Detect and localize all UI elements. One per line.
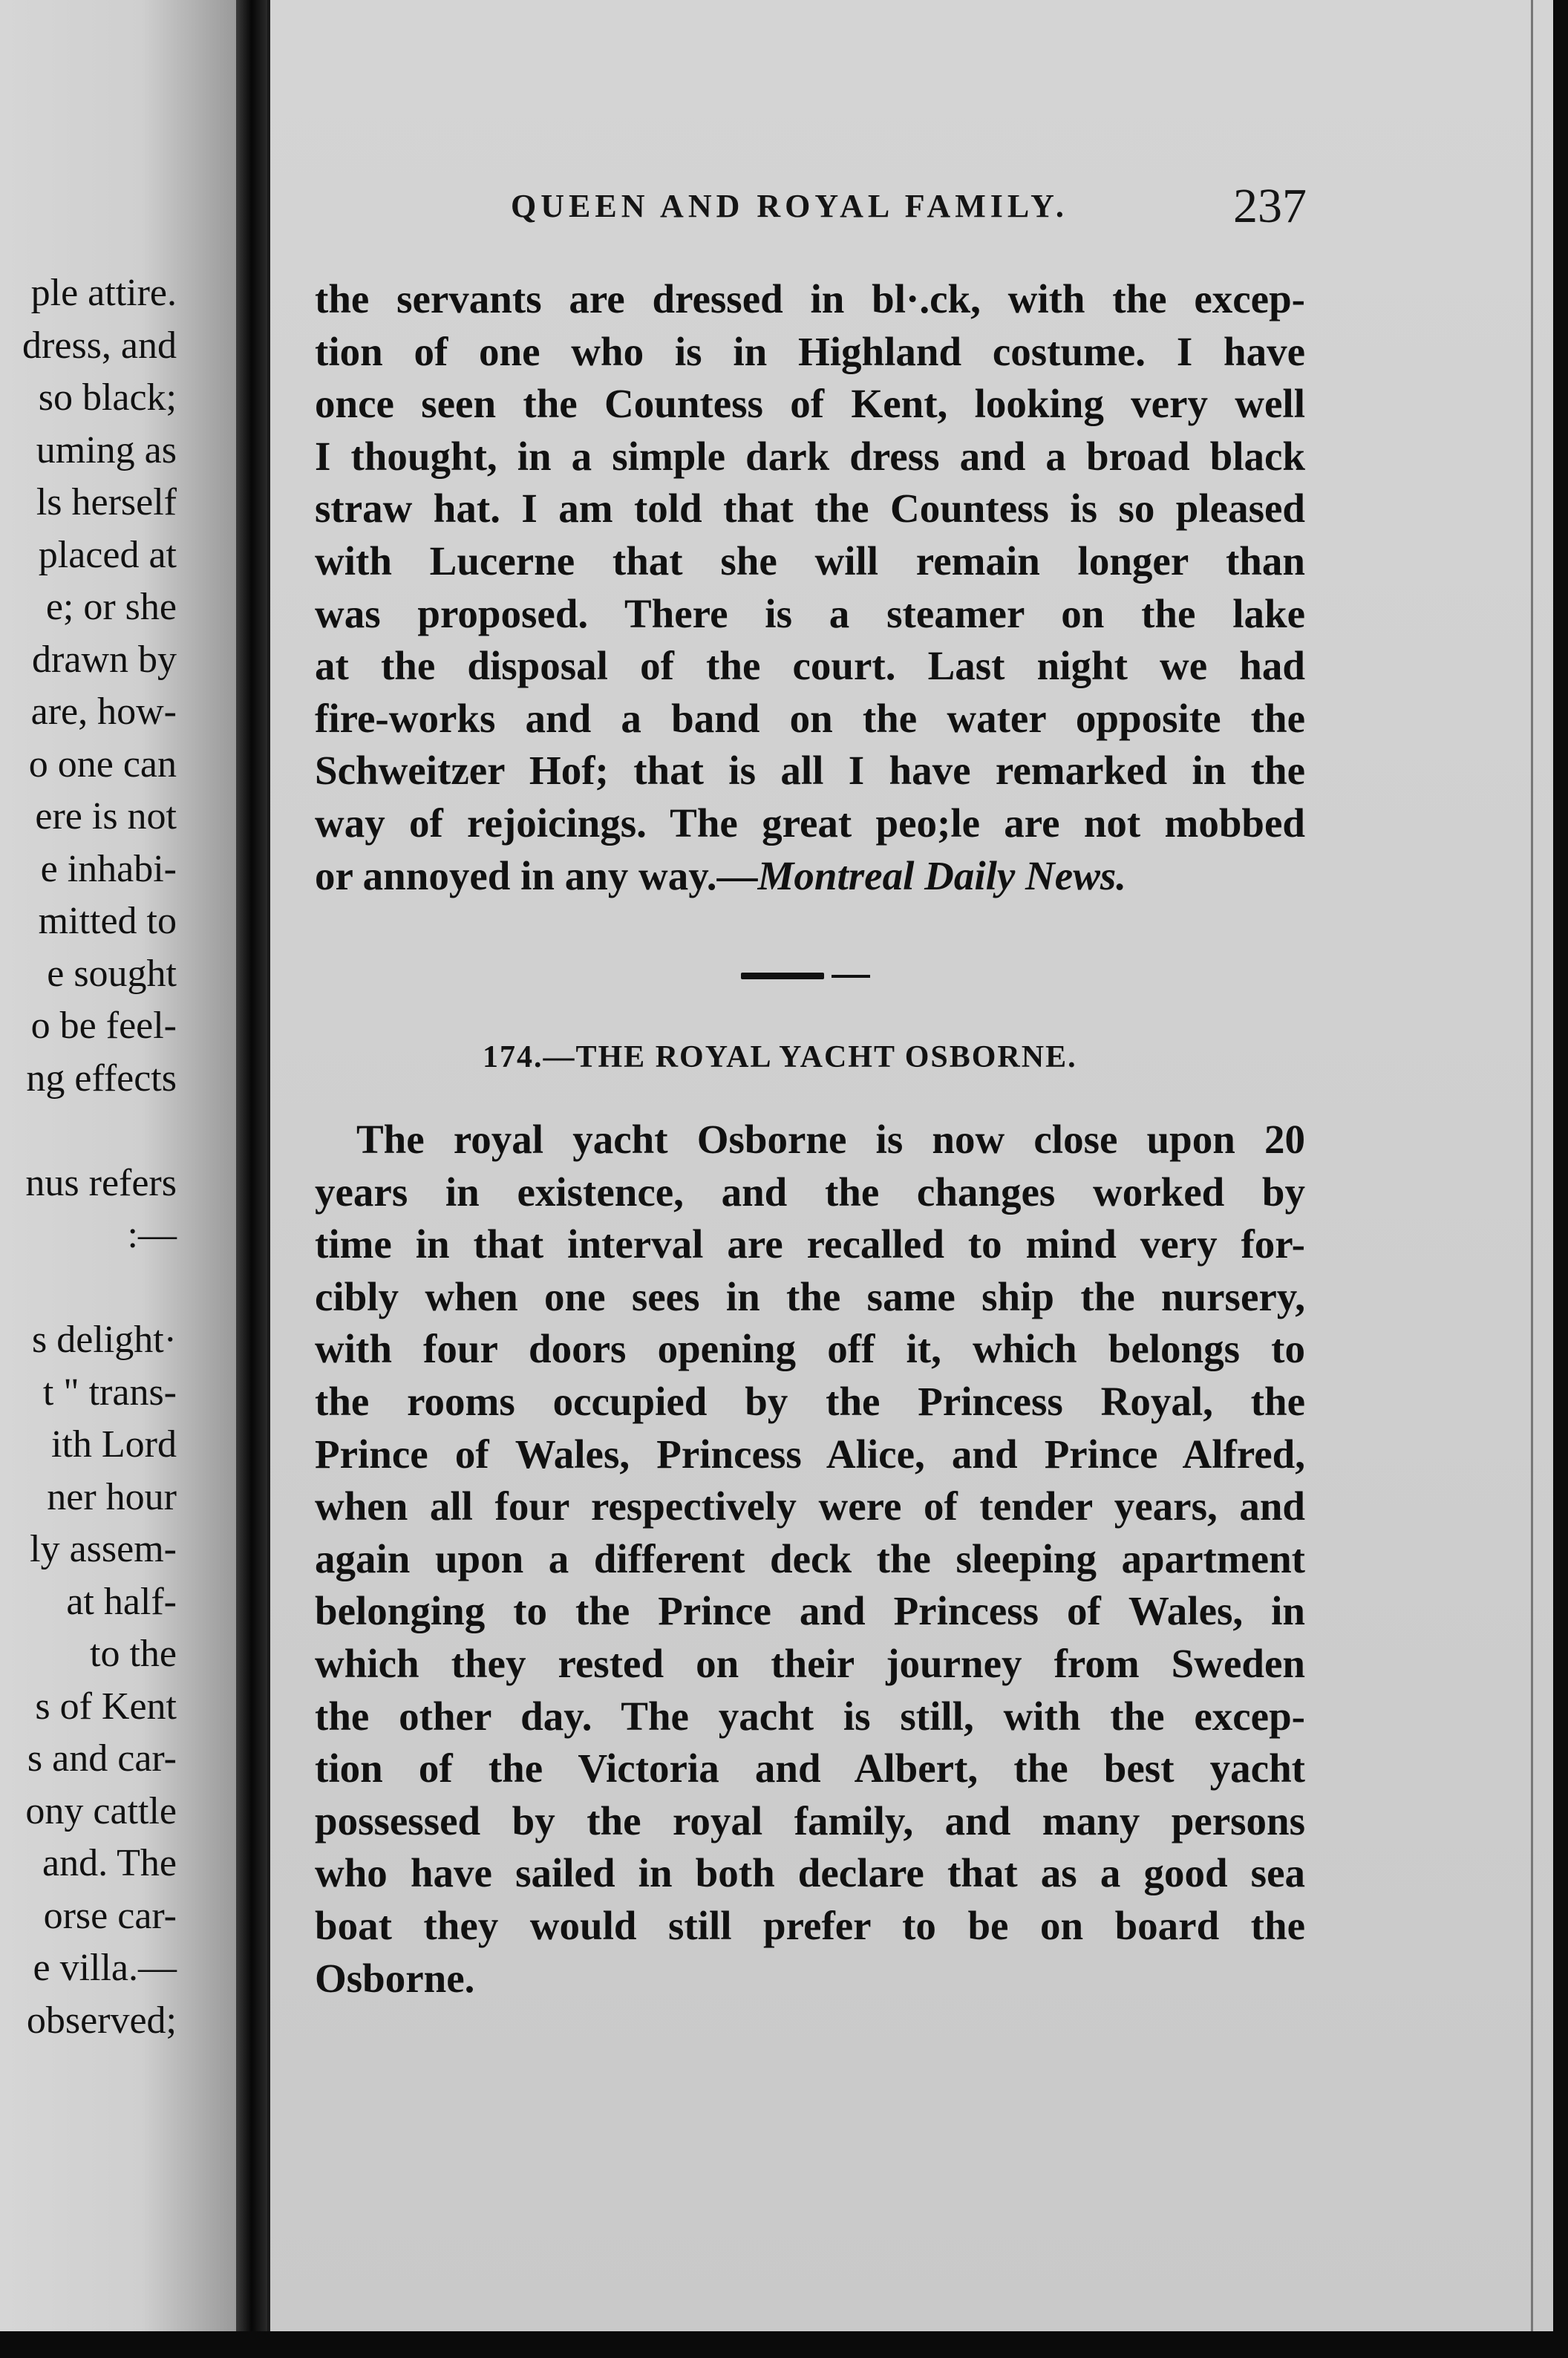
left-page-line: placed at	[38, 533, 177, 576]
left-page-line: and. The	[42, 1842, 177, 1884]
text-line: the other day. The yacht is still, with the excep-	[315, 1693, 1305, 1739]
text-line: straw hat. I am told that the Countess is so pleased	[315, 486, 1305, 532]
section-heading: 174.—THE ROYAL YACHT OSBORNE.	[483, 1040, 1077, 1074]
left-page-line: are, how-	[30, 690, 177, 733]
text-line-with-source	[315, 850, 1305, 903]
left-page-line: to the	[90, 1633, 177, 1675]
left-page-line: mitted to	[38, 900, 177, 942]
source-citation: Montreal Daily News.	[757, 852, 1127, 898]
left-page-line: ner hour	[47, 1475, 177, 1518]
text-line: belonging to the Prince and Princess of Wales, in	[315, 1588, 1305, 1634]
left-page-line: e sought	[47, 952, 177, 995]
left-page-line	[0, 1262, 177, 1315]
left-page-line	[0, 1105, 177, 1157]
text-line: years in existence, and the changes worked by	[315, 1169, 1305, 1215]
running-head: QUEEN AND ROYAL FAMILY.	[511, 188, 1068, 224]
left-page-line: e; or she	[45, 586, 177, 628]
text-line: who have sailed in both declare that as a good sea	[315, 1850, 1305, 1896]
left-page-fragment	[0, 0, 236, 2358]
text-line: boat they would still prefer to be on board the	[315, 1902, 1305, 1948]
left-page-line: s delight·	[32, 1319, 177, 1361]
text-line: Osborne.	[315, 1955, 475, 2001]
text-line: or annoyed in any way.—	[315, 852, 758, 898]
left-page-line: ere is not	[35, 795, 177, 837]
text-line: I thought, in a simple dark dress and a broad black	[315, 433, 1305, 479]
left-page-line: at half-	[66, 1580, 177, 1623]
left-page-line: ple attire.	[30, 272, 177, 314]
text-line: with Lucerne that she will remain longer than	[315, 538, 1305, 584]
left-page-line: ly assem-	[30, 1528, 177, 1570]
section-divider	[741, 971, 875, 982]
left-page-line: dress, and	[22, 324, 177, 367]
text-line: possessed by the royal family, and many persons	[315, 1797, 1305, 1843]
text-line: tion of one who is in Highland costume. I have	[315, 328, 1305, 374]
text-line: when all four respectively were of tender years, and	[315, 1483, 1305, 1529]
left-page-line: ony cattle	[25, 1789, 177, 1832]
left-page-line: orse car-	[43, 1894, 177, 1937]
page-number: 237	[1233, 179, 1307, 233]
left-page-line: drawn by	[32, 638, 177, 681]
text-line: with four doors opening off it, which belongs to	[315, 1326, 1305, 1372]
left-page-text	[0, 267, 177, 2047]
left-page-line: uming as	[36, 428, 177, 471]
text-line: time in that interval are recalled to mind very for-	[315, 1221, 1305, 1267]
body-paragraph-1	[315, 273, 1305, 902]
text-line: tion of the Victoria and Albert, the best yacht	[315, 1745, 1305, 1792]
left-page-line: nus refers	[25, 1161, 177, 1204]
text-line: was proposed. There is a steamer on the lake	[315, 590, 1305, 636]
body-paragraph-2	[315, 1114, 1305, 2005]
text-line: Prince of Wales, Princess Alice, and Prince Alfred,	[315, 1431, 1305, 1477]
text-line: once seen the Countess of Kent, looking very well	[315, 381, 1305, 427]
text-line: way of rejoicings. The great peo;le are not mobbed	[315, 800, 1305, 846]
divider-rule-thick	[741, 973, 824, 979]
text-line: which they rested on their journey from Sweden	[315, 1640, 1305, 1686]
text-line: at the disposal of the court. Last night we had	[315, 643, 1305, 689]
left-page-line: ls herself	[36, 481, 177, 523]
left-page-line: s and car-	[27, 1737, 177, 1780]
text-line: fire-works and a band on the water opposite the	[315, 695, 1305, 741]
left-page-line: e villa.—	[33, 1947, 177, 1989]
text-line: again upon a different deck the sleeping apartment	[315, 1535, 1305, 1581]
left-page-line: so black;	[38, 376, 177, 419]
text-line: the servants are dressed in bl·.ck, with the excep-	[315, 276, 1305, 321]
left-page-line: ith Lord	[51, 1423, 177, 1466]
left-page-line: o one can	[28, 742, 177, 786]
text-line: cibly when one sees in the same ship the nursery,	[315, 1273, 1305, 1319]
book-gutter	[236, 0, 267, 2358]
left-page-line: s of Kent	[35, 1685, 177, 1728]
left-page-line: e inhabi-	[40, 847, 177, 890]
scan-border	[0, 2331, 1568, 2358]
page-edge	[1553, 0, 1568, 2358]
left-page-line: ng effects	[26, 1056, 177, 1100]
left-page-line: observed;	[26, 1999, 177, 2042]
left-page-line: t " trans-	[42, 1371, 177, 1414]
divider-rule-thin	[832, 975, 870, 978]
text-line: The royal yacht Osborne is now close upon 20	[356, 1117, 1305, 1162]
page-edge-line	[1531, 0, 1533, 2331]
left-page-line: :—	[127, 1214, 177, 1256]
left-page-line: o be feel-	[30, 1005, 177, 1047]
text-line: Schweitzer Hof; that is all I have remarked in the	[315, 748, 1305, 794]
text-line: the rooms occupied by the Princess Royal, the	[315, 1378, 1305, 1424]
